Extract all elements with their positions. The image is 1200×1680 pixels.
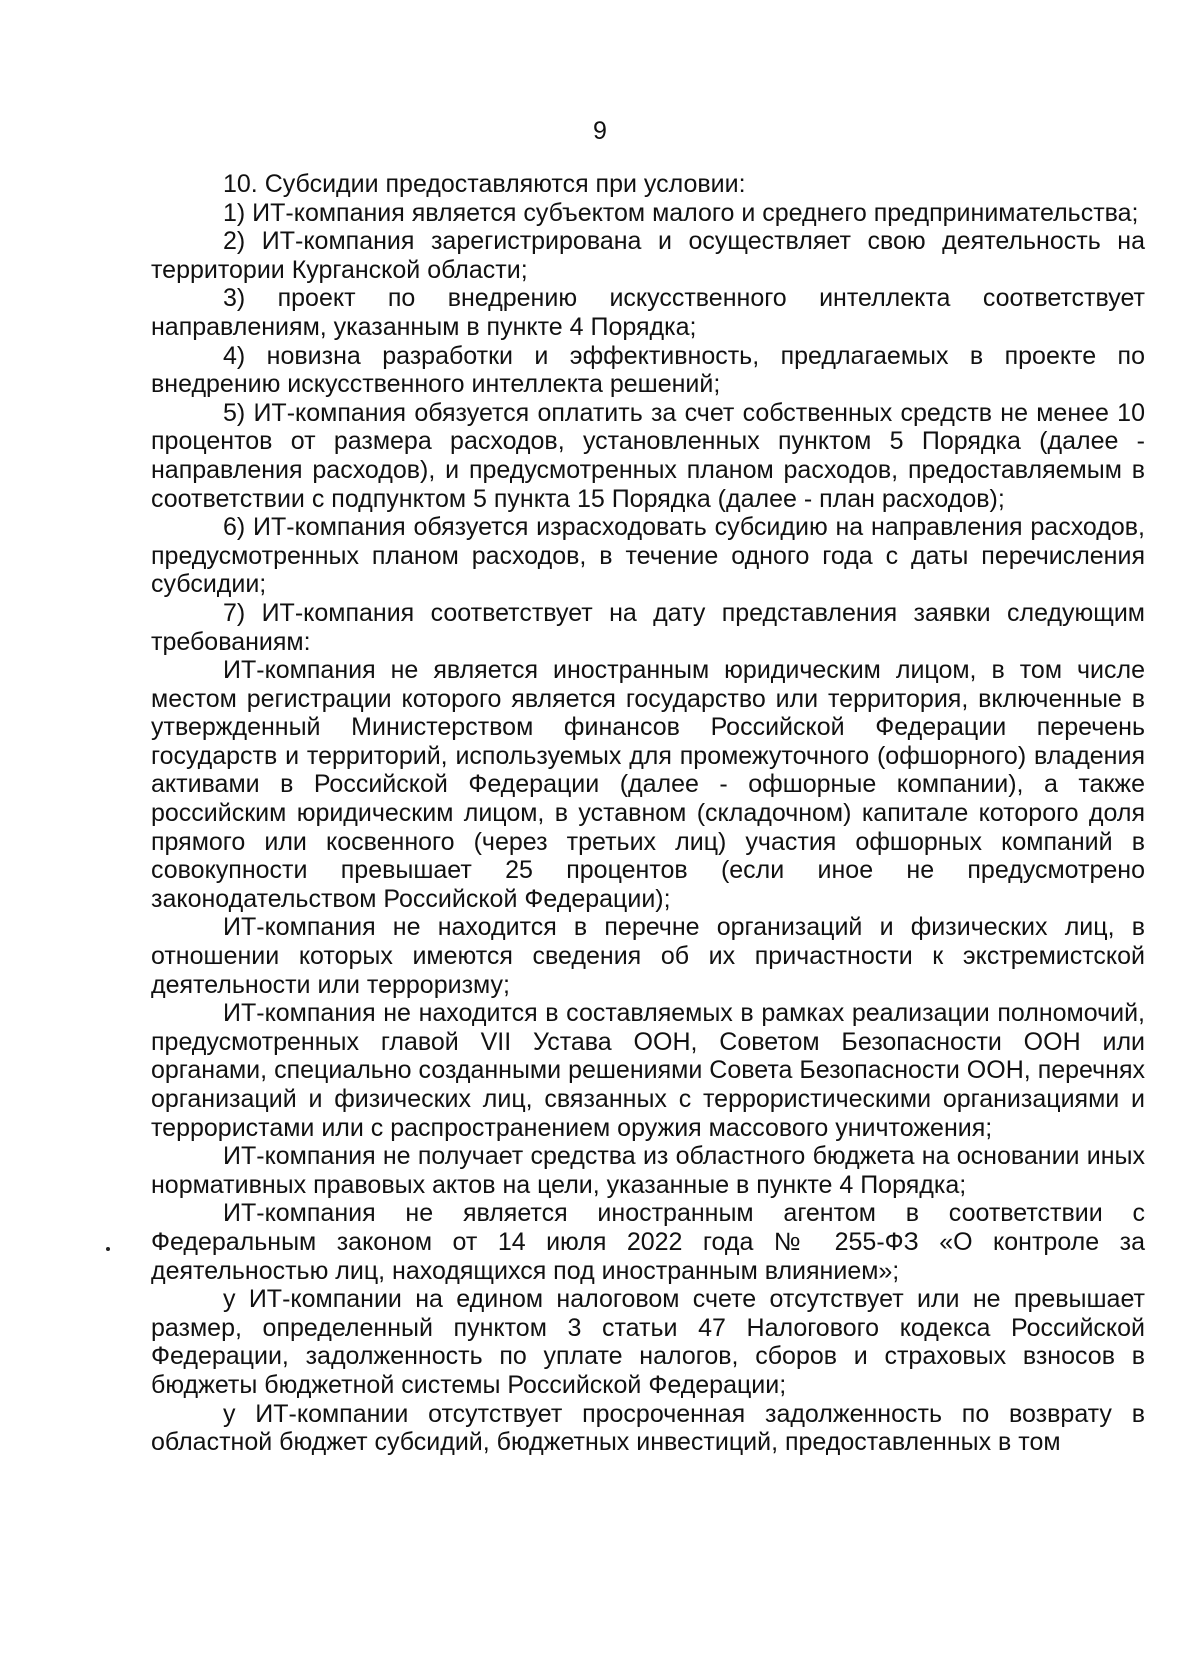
paragraph-requirement-tax-debt: у ИТ-компании на едином налоговом счете отсутствует или не превышает размер, определенный пунктом 3 статьи 47 Налогового кодекса Российской Федерации, задолженность по уплате налогов, сборов и страховых взносов в бюджеты бюджетной системы Российской Федерации;	[151, 1285, 1145, 1399]
paragraph-requirement-foreign-agent: ИТ-компания не является иностранным агентом в соответствии с Федеральным законом от 14 июля 2022 года № 255-ФЗ «О контроле за деятельностью лиц, находящихся под иностранным влиянием»;	[151, 1199, 1145, 1285]
paragraph-condition-6: 6) ИТ-компания обязуется израсходовать субсидию на направления расходов, предусмотренных планом расходов, в течение одного года с даты перечисления субсидии;	[151, 513, 1145, 599]
paragraph-condition-7: 7) ИТ-компания соответствует на дату представления заявки следующим требованиям:	[151, 598, 1145, 656]
page-number: 9	[593, 117, 607, 145]
paragraph-condition-2: 2) ИТ-компания зарегистрирована и осуществляет свою деятельность на территории Курганской области;	[151, 227, 1145, 284]
paragraph-requirement-overdue-debt: у ИТ-компании отсутствует просроченная задолженность по возврату в областной бюджет субсидий, бюджетных инвестиций, предоставленных в том	[151, 1399, 1145, 1457]
paragraph-condition-3: 3) проект по внедрению искусственного интеллекта соответствует направлениям, указанным в пункте 4 Порядка;	[151, 284, 1145, 341]
paragraph-requirement-offshore: ИТ-компания не является иностранным юридическим лицом, в том числе местом регистрации которого является государство или территория, включенные в утвержденный Министерством финансов Российской Федерации перечень государств и территорий, используемых для промежуточного (офшорного) владения активами в Российской Федерации (далее - офшорные компании), а также российским юридическим лицом, в уставном (складочном) капитале которого доля прямого или косвенного (через третьих лиц) участия офшорных компаний в совокупности превышает 25 процентов (если иное не предусмотрено законодательством Российской Федерации);	[151, 656, 1145, 913]
document-body	[151, 170, 1145, 1457]
scan-dot-mark	[106, 1247, 110, 1251]
paragraph-requirement-un-lists: ИТ-компания не находится в составляемых в рамках реализации полномочий, предусмотренных главой VII Устава ООН, Советом Безопасности ООН или органами, специально созданными решениями Совета Безопасности ООН, перечнях организаций и физических лиц, связанных с террористическими организациями и террористами или с распространением оружия массового уничтожения;	[151, 999, 1145, 1142]
paragraph-condition-5: 5) ИТ-компания обязуется оплатить за счет собственных средств не менее 10 процентов от размера расходов, установленных пунктом 5 Порядка (далее - направления расходов), и предусмотренных планом расходов, предоставляемым в соответствии с подпунктом 5 пункта 15 Порядка (далее - план расходов);	[151, 398, 1145, 513]
paragraph-condition-1: 1) ИТ-компания является субъектом малого и среднего предпринимательства;	[223, 198, 1139, 227]
paragraph-requirement-extremism: ИТ-компания не находится в перечне организаций и физических лиц, в отношении которых имеются сведения об их причастности к экстремистской деятельности или терроризму;	[151, 913, 1145, 999]
paragraph-clause-10: 10. Субсидии предоставляются при условии:	[223, 170, 746, 198]
paragraph-requirement-budget-funds: ИТ-компания не получает средства из областного бюджета на основании иных нормативных правовых актов на цели, указанные в пункте 4 Порядка;	[151, 1142, 1145, 1199]
paragraph-condition-4: 4) новизна разработки и эффективность, предлагаемых в проекте по внедрению искусственного интеллекта решений;	[151, 341, 1145, 399]
